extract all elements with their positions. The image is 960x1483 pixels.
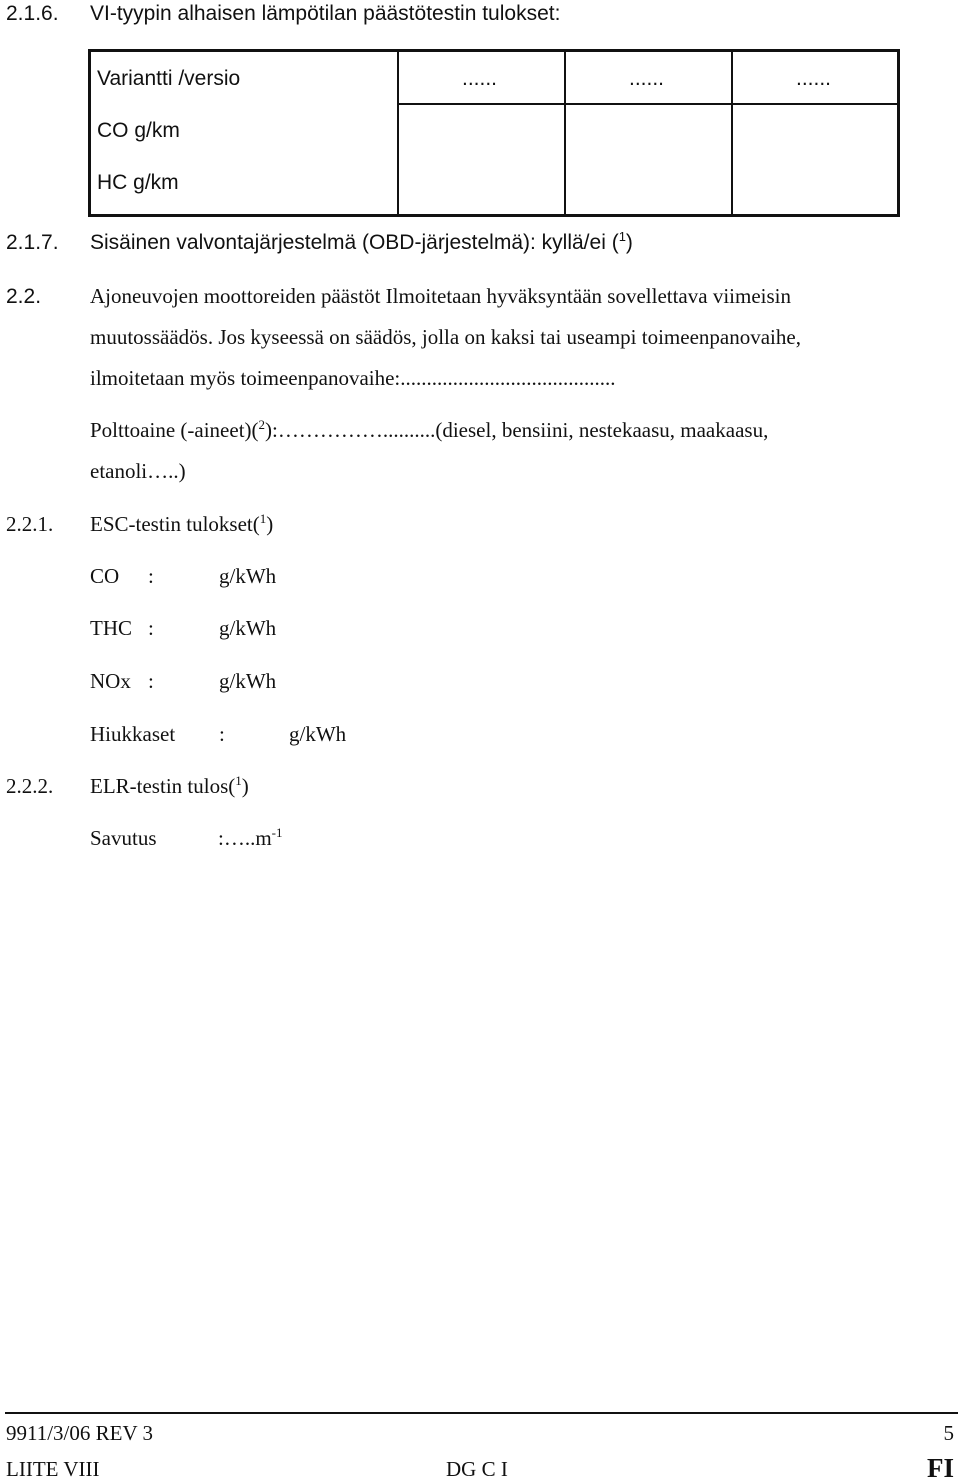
result-unit: g/kWh [289,722,347,746]
result-label-nox: NOx [90,669,131,693]
table-row-divider [399,103,897,105]
annex-label: LIITE VIII [6,1457,100,1481]
footer-divider [5,1412,958,1414]
result-label-thc: THC [90,616,132,640]
language-code: FI [927,1453,954,1483]
table-column-divider [731,52,733,214]
page-number: 5 [943,1421,954,1445]
section-title-221: ESC-testin tulokset($^1$) [90,511,274,536]
result-label-particles: Hiukkaset [90,722,176,746]
fuel-line: Polttoaine (-aineet)($^2$):……………..........(diesel, bensiini, nestekaasu, maakaasu, [90,417,769,442]
section-number-221: 2.2.1. [6,512,54,536]
paragraph-line: Ajoneuvojen moottoreiden päästöt Ilmoitetaan hyväksyntään sovellettava viimeisin [90,284,791,308]
result-separator: : [148,564,154,588]
table-row-label: HC g/km [97,171,179,194]
result-unit: g/kWh [219,669,277,693]
obd-line: Sisäinen valvontajärjestelmä (OBD-järjestelmä): kyllä/ei ($^1$) [90,229,633,254]
table-header-cell: ...... [462,67,498,90]
section-number-216: 2.1.6. [6,2,59,25]
section-number-222: 2.2.2. [6,774,54,798]
table-column-divider [564,52,566,214]
paragraph-line: etanoli…..) [90,459,186,483]
paragraph-line: muutossäädös. Jos kyseessä on säädös, jolla on kaksi tai useampi toimeenpanovaihe, [90,325,801,349]
section-title-222: ELR-testin tulos($^1$) [90,773,249,798]
table-row-label: CO g/km [97,119,180,142]
paragraph-line: ilmoitetaan myös toimeenpanovaihe:......................................... [90,366,616,390]
table-row-label: Variantti /versio [97,67,241,90]
section-number-22: 2.2. [6,285,42,308]
section-number-217: 2.1.7. [6,231,59,254]
table-column-divider [397,52,399,214]
result-separator: : [148,669,154,693]
result-separator: : [148,616,154,640]
document-reference: 9911/3/06 REV 3 [6,1421,154,1445]
smoke-label: Savutus [90,826,157,850]
result-label-co: CO [90,564,120,588]
table-header-cell: ...... [629,67,665,90]
result-unit: g/kWh [219,564,277,588]
section-title-216: VI-tyypin alhaisen lämpötilan päästötestin tulokset: [90,2,561,25]
table-header-cell: ...... [796,67,832,90]
result-separator: : [219,722,225,746]
smoke-value: $:\dots..m^{-1}$ [218,825,283,850]
result-unit: g/kWh [219,616,277,640]
directorate-label: DG C I [446,1457,508,1481]
